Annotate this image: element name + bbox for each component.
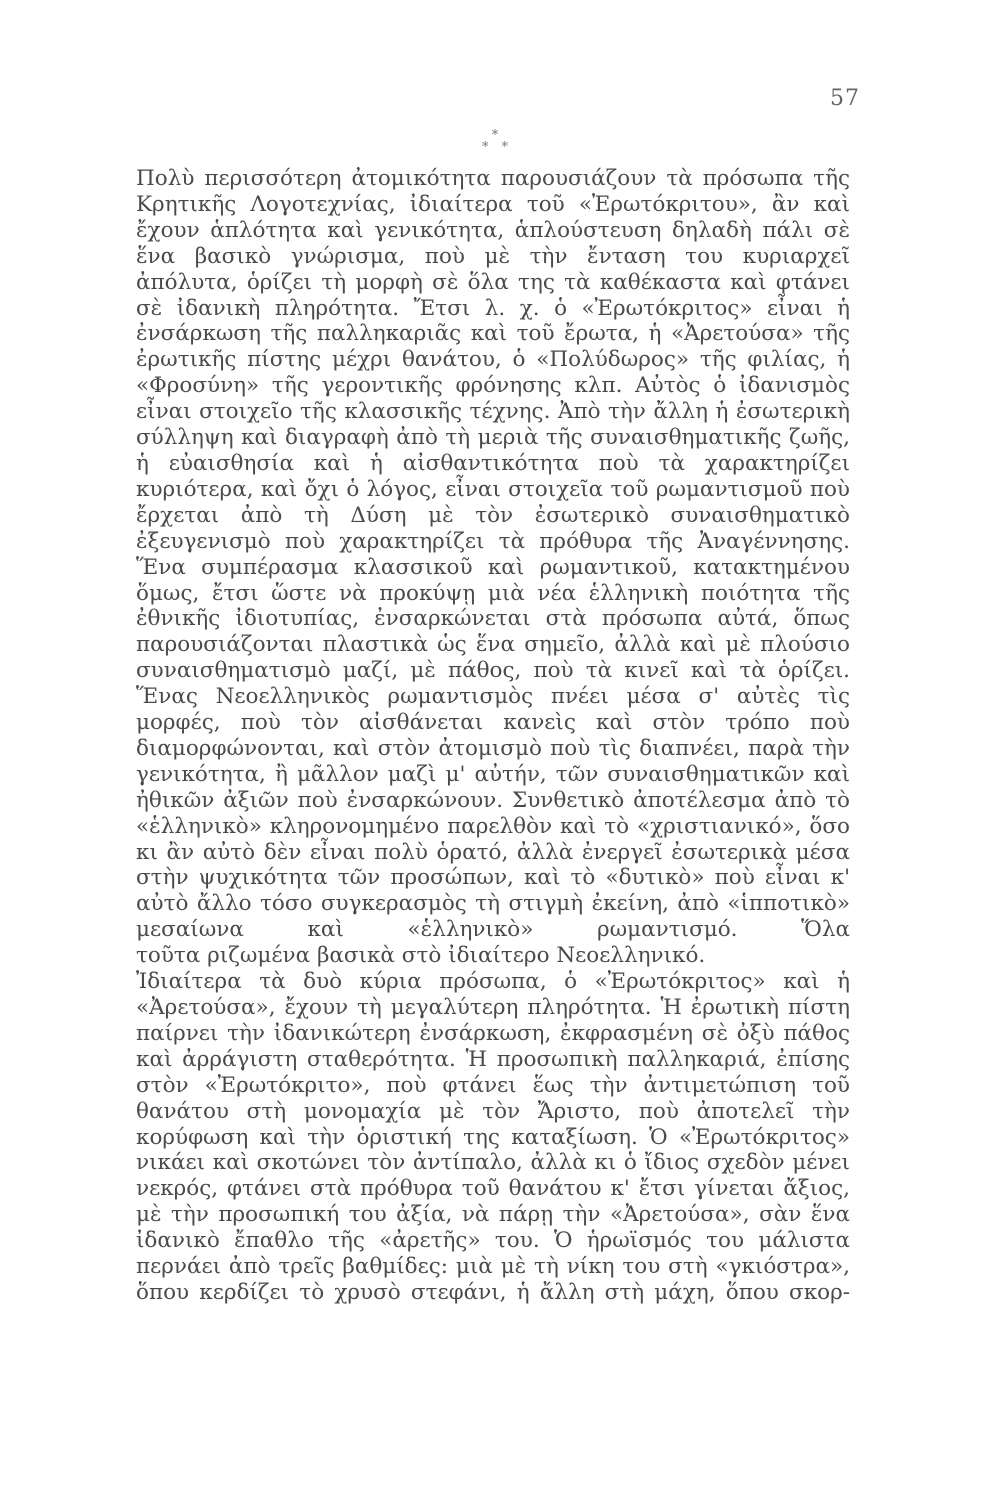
paragraph-1-text: Πολὺ περισσότερη ἀτομικότητα παρουσιάζουν τὰ πρόσωπα τῆς Κρητικῆς Λογοτεχνίας, ἰδιαίτερα τοῦ «Ἐρωτόκριτου», ἂν καὶ ἔχουν ἁπλότητα καὶ γενικότητα, ἁπλούστευση δηλαδὴ πάλι σὲ ἕνα βασικὸ γνώρισμα, ποὺ μὲ τὴν ἔνταση του κυριαρχεῖ ἀπόλυτα, ὁρίζει τὴ μορφὴ σὲ ὅλα της τὰ καθέκαστα καὶ φτάνει σὲ ἰδανικὴ πληρότητα. Ἔτσι λ. χ. ὁ «Ἐρωτόκριτος» εἶναι ἡ ἐνσάρκωση τῆς παλληκαριᾶς καὶ τοῦ ἔρωτα, ἡ «Ἀρετούσα» τῆς ἐρωτικῆς πίστης μέχρι θανάτου, ὁ «Πολύδωρος» τῆς φιλίας, ἡ «Φροσύνη» τῆς γεροντικῆς φρόνησης κλπ. Αὐτὸς ὁ ἰδανισμὸς εἶναι στοιχεῖο τῆς κλασσικῆς τέχνης. Ἀπὸ τὴν ἄλλη ἡ ἐσωτερικὴ σύλληψη καὶ διαγραφὴ ἀπὸ τὴ μεριὰ τῆς συναισθηματικῆς ζωῆς, ἡ εὐαισθησία καὶ ἡ αἰσθαντικότητα ποὺ τὰ χαρακτηρίζει κυριότερα, καὶ ὄχι ὁ λόγος, εἶναι στοιχεῖα τοῦ ρωμαντισμοῦ ποὺ ἔρχεται ἀπὸ τὴ Δύση μὲ τὸν ἐσωτερικὸ συναισθηματικὸ ἐξευγενισμὸ ποὺ χαρακτηρίζει τὰ πρόθυρα τῆς Ἀναγέννησης. Ἕνα συμπέρασμα κλασσικοῦ καὶ ρωμαντικοῦ, κατακτημένου ὅμως, ἔτσι ὥστε νὰ προκύψῃ μιὰ νέα ἑλληνικὴ ποιότητα τῆς ἐθνικῆς ἰδιοτυπίας, ἐνσαρκώνεται στὰ πρόσωπα αὐτά, ὅπως παρουσιάζονται πλαστικὰ ὡς ἕνα σημεῖο, ἀλλὰ καὶ μὲ πλούσιο συναισθηματισμὸ μαζί, μὲ πάθος, ποὺ τὰ κινεῖ καὶ τὰ ὁρίζει. Ἕνας Νεοελληνικὸς ρωμαντισμὸς πνέει μέσα σ' αὐτὲς τὶς μορφές, ποὺ τὸν αἰσθάνεται κανεὶς καὶ στὸν τρόπο ποὺ διαμορφώνονται, καὶ στὸν ἀτομισμὸ ποὺ τὶς διαπνέει, παρὰ τὴν γενικότητα, ἢ μᾶλλον μαζὶ μ' αὐτήν, τῶν συναισθηματικῶν καὶ ἠθικῶν ἀξιῶν ποὺ ἐνσαρκώνουν. Συνθετικὸ ἀποτέλεσμα ἀπὸ τὸ «ἑλληνικὸ» κληρονομημένο παρελθὸν καὶ τὸ «χριστιανικό», ὅσο κι ἂν αὐτὸ δὲν εἶναι πολὺ ὁρατό, ἀλλὰ ἐνεργεῖ ἐσωτερικὰ μέσα στὴν ψυχικότητα τῶν προσώπων, καὶ τὸ «δυτικὸ» ποὺ εἶναι κ' αὐτὸ ἄλλο τόσο συγκερασμὸς τὴ στιγμὴ ἐκείνη, ἀπὸ «ἱπποτικὸ» μεσαίωνα καὶ «ἑλληνικὸ» ρωμαντισμό. Ὅλα — [136, 166, 850, 943]
paragraph-2 — [136, 969, 850, 1306]
paragraph-2-text: Ἰδιαίτερα τὰ δυὸ κύρια πρόσωπα, ὁ «Ἐρωτόκριτος» καὶ ἡ «Ἀρετούσα», ἔχουν τὴ μεγαλύτερη πληρότητα. Ἡ ἐρωτικὴ πίστη παίρνει τὴν ἰδανικώτερη ἐνσάρκωση, ἐκφρασμένη σὲ ὀξὺ πάθος καὶ ἀρράγιστη σταθερότητα. Ἡ προσωπικὴ παλληκαριά, ἐπίσης στὸν «Ἐρωτόκριτο», ποὺ φτάνει ἕως τὴν ἀντιμετώπιση τοῦ θανάτου στὴ μονομαχία μὲ τὸν Ἄριστο, ποὺ ἀποτελεῖ τὴν κορύφωση καὶ τὴν ὁριστική της καταξίωση. Ὁ «Ἐρωτόκριτος» νικάει καὶ σκοτώνει τὸν ἀντίπαλο, ἀλλὰ κι ὁ ἴδιος σχεδὸν μένει νεκρός, φτάνει στὰ πρόθυρα τοῦ θανάτου κ' ἔτσι γίνεται ἄξιος, μὲ τὴν προσωπική του ἀξία, νὰ πάρῃ τὴν «Ἀρετούσα», σὰν ἕνα ἰδανικὸ ἔπαθλο τῆς «ἀρετῆς» του. Ὁ ἡρωϊσμός του μάλιστα περνάει ἀπὸ τρεῖς βαθμίδες: μιὰ μὲ τὴ νίκη του στὴ «γκιόστρα», ὅπου κερδίζει τὸ χρυσὸ στεφάνι, ἡ ἄλλη στὴ μάχη, ὅπου σκορ- — [136, 969, 850, 1305]
body-text — [136, 166, 850, 1306]
section-asterism: * * * — [482, 128, 508, 155]
paragraph-1-last-line: τοῦτα ριζωμένα βασικὰ στὸ ἰδιαίτερο Νεοελληνικό. — [136, 943, 706, 969]
paragraph-1 — [136, 166, 850, 943]
page-number: 57 — [830, 86, 860, 111]
